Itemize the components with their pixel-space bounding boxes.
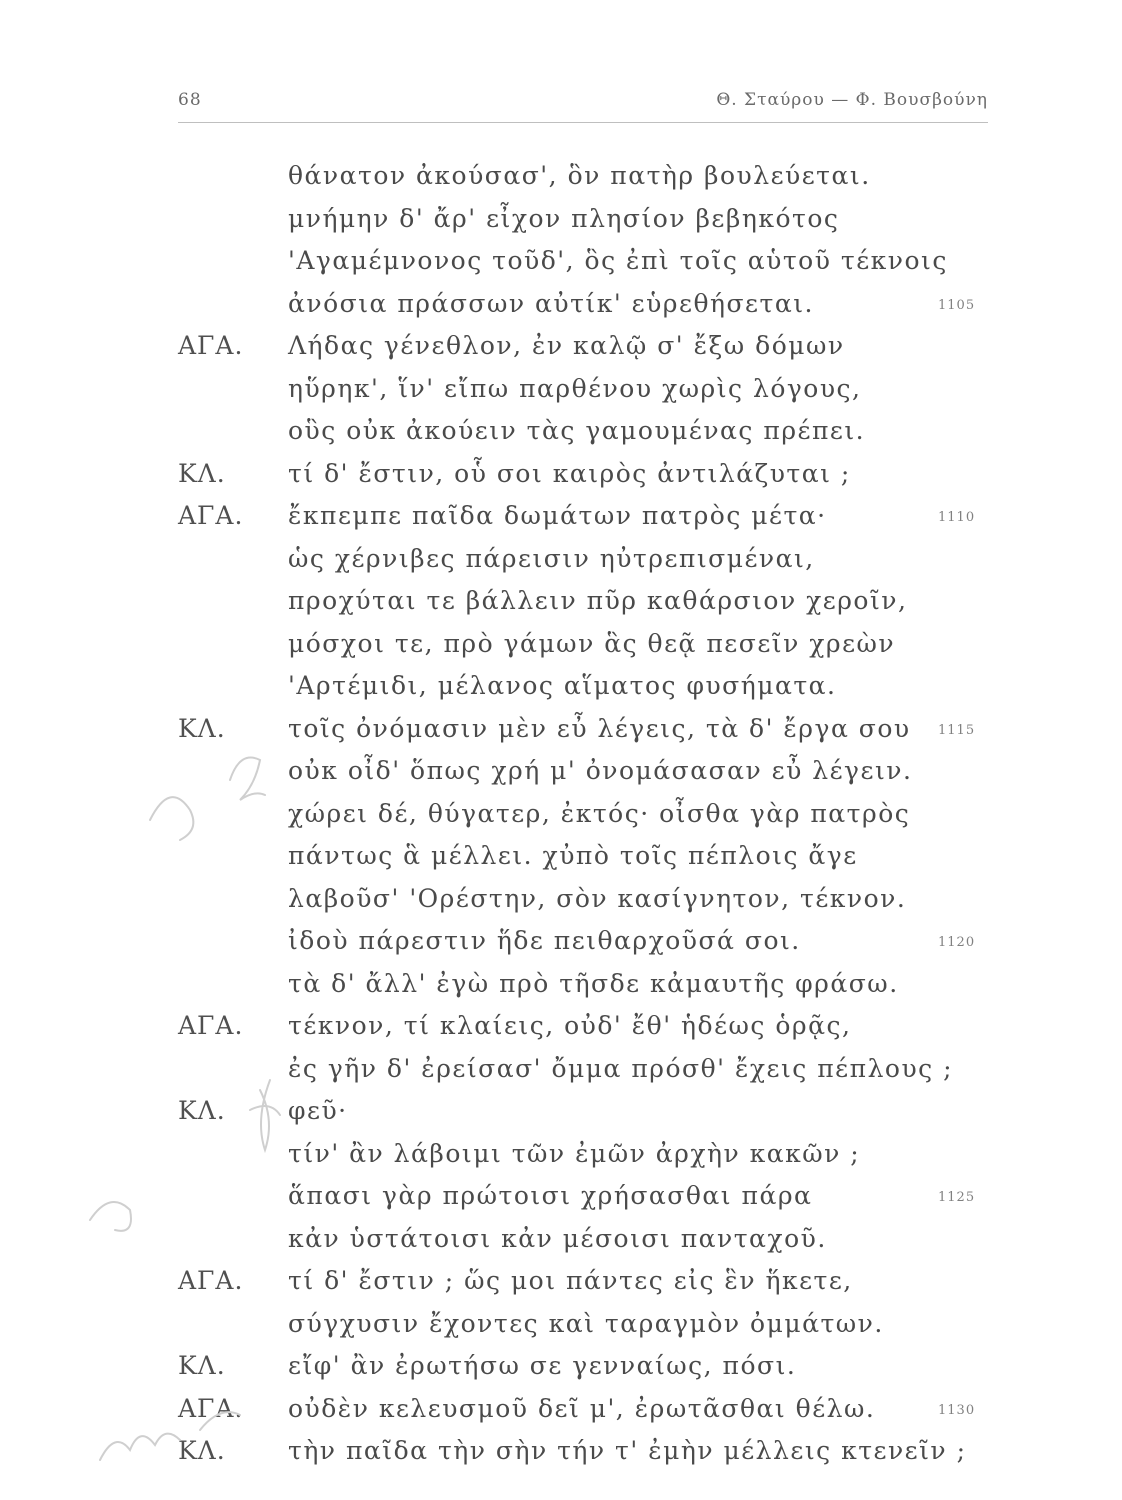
- verse-text-line: οὐκ οἶδ' ὅπως χρή μ' ὀνομάσασαν εὖ λέγειν.: [288, 756, 913, 785]
- verse-line: [0, 198, 1122, 241]
- verse-text-line: Λήδας γένεθλον, ἐν καλῷ σ' ἔξω δόμων: [288, 331, 845, 360]
- verse-text-line: πάντως ἃ μέλλει. χὐπὸ τοῖς πέπλοις ἄγε: [288, 841, 858, 870]
- verse-text-line: τίν' ἂν λάβοιμι τῶν ἐμῶν ἀρχὴν κακῶν ;: [288, 1138, 861, 1168]
- scribble-mark: [230, 758, 265, 801]
- running-head: Θ. Σταύρου — Φ. Βουσβούνη: [716, 90, 988, 110]
- speaker-label: ΑΓΑ.: [178, 501, 244, 530]
- verse-line: [0, 240, 1122, 283]
- verse-text-line: θάνατον ἀκούσασ', ὃν πατὴρ βουλεύεται.: [288, 161, 871, 190]
- scribble-mark: [90, 1202, 131, 1231]
- speaker-label: ΑΓΑ.: [178, 1266, 244, 1295]
- verse-text-line: τοῖς ὀνόμασιν μὲν εὖ λέγεις, τὰ δ' ἔργα σου: [288, 713, 911, 743]
- verse-text-line: προχύται τε βάλλειν πῦρ καθάρσιον χεροῖν,: [288, 586, 908, 615]
- verse-line: [0, 453, 1122, 496]
- speaker-label: ΑΓΑ.: [178, 1011, 244, 1040]
- verse-line: [0, 283, 1122, 326]
- page-number: 68: [178, 90, 202, 110]
- line-number: 1120: [938, 935, 976, 950]
- verse-line: [0, 538, 1122, 581]
- line-number: 1105: [938, 297, 976, 313]
- scribble-mark: [100, 1434, 180, 1460]
- verse-line: [0, 623, 1122, 666]
- verse-text-line: εἴφ' ἂν ἐρωτήσω σε γενναίως, πόσι.: [288, 1351, 797, 1380]
- speaker-label: ΚΛ.: [178, 1096, 226, 1125]
- verse-text-line: χώρει δέ, θύγατερ, ἐκτός· οἶσθα γὰρ πατρὸς: [288, 798, 911, 828]
- verse-text-line: φεῦ·: [288, 1096, 348, 1125]
- verse-text-line: μνήμην δ' ἄρ' εἶχον πλησίον βεβηκότος: [288, 203, 840, 233]
- verse-text-line: ἰδοὺ πάρεστιν ἥδε πειθαρχοῦσά σοι.: [288, 926, 801, 955]
- line-number: 1130: [938, 1402, 976, 1418]
- line-number: 1110: [938, 510, 976, 525]
- verse-text-line: ἐς γῆν δ' ἐρείσασ' ὄμμα πρόσθ' ἔχεις πέπλους ;: [288, 1053, 954, 1083]
- verse-text-line: ἀνόσια πράσσων αὐτίκ' εὑρεθήσεται.: [288, 288, 814, 318]
- verse-line: [0, 495, 1122, 538]
- speaker-label: ΚΛ.: [178, 1351, 226, 1380]
- verse-text-line: οὓς οὐκ ἀκούειν τὰς γαμουμένας πρέπει.: [288, 416, 866, 445]
- verse-line: [0, 155, 1122, 198]
- line-number: 1125: [938, 1190, 976, 1205]
- scribble-mark: [250, 1080, 280, 1150]
- verse-line: [0, 410, 1122, 453]
- verse-text-line: 'Αρτέμιδι, μέλανος αἵματος φυσήματα.: [288, 671, 837, 700]
- verse-text-line: τί δ' ἔστιν ; ὥς μοι πάντες εἰς ἓν ἥκετε,: [288, 1266, 853, 1295]
- speaker-label: ΑΓΑ.: [178, 1393, 244, 1423]
- scribble-mark: [200, 1412, 240, 1430]
- verse-text-line: ἅπασι γὰρ πρώτοισι χρήσασθαι πάρα: [288, 1181, 813, 1210]
- speaker-label: ΑΓΑ.: [178, 331, 244, 360]
- verse-line: [0, 325, 1122, 368]
- header-rule: [178, 122, 988, 123]
- verse-line: [0, 580, 1122, 623]
- verse-text-line: κἀν ὑστάτοισι κἀν μέσοισι πανταχοῦ.: [288, 1223, 827, 1253]
- verse-text-line: τὰ δ' ἄλλ' ἐγὼ πρὸ τῆσδε κἀμαυτῆς φράσω.: [288, 968, 899, 998]
- verse-text-line: τὴν παῖδα τὴν σὴν τήν τ' ἐμὴν μέλλεις κτενεῖν ;: [288, 1436, 967, 1465]
- scribble-mark: [150, 797, 193, 840]
- speaker-label: ΚΛ.: [178, 458, 226, 488]
- verse-text-line: 'Αγαμέμνονος τοῦδ', ὃς ἐπὶ τοῖς αὑτοῦ τέκνοις: [288, 246, 948, 275]
- verse-text-line: σύγχυσιν ἔχοντες καὶ ταραγμὸν ὀμμάτων.: [288, 1308, 884, 1338]
- verse-text-line: μόσχοι τε, πρὸ γάμων ἃς θεᾷ πεσεῖν χρεὼν: [288, 628, 896, 658]
- verse-text-line: λαβοῦσ' 'Ορέστην, σὸν κασίγνητον, τέκνον.: [288, 883, 907, 913]
- speaker-label: ΚΛ.: [178, 713, 226, 743]
- verse-text-line: ὡς χέρνιβες πάρεισιν ηὐτρεπισμέναι,: [288, 543, 815, 573]
- verse-line: [0, 368, 1122, 411]
- verse-text-line: οὐδὲν κελευσμοῦ δεῖ μ', ἐρωτᾶσθαι θέλω.: [288, 1393, 876, 1423]
- verse-text-line: τέκνον, τί κλαίεις, οὐδ' ἔθ' ἡδέως ὁρᾷς,: [288, 1011, 852, 1040]
- verse-text-line: τί δ' ἔστιν, οὗ σοι καιρὸς ἀντιλάζυται ;: [288, 458, 851, 488]
- page-header: [178, 86, 988, 116]
- verse-text-line: ηὕρηκ', ἵν' εἴπω παρθένου χωρὶς λόγους,: [288, 373, 862, 403]
- pencil-marginalia: [80, 700, 300, 1500]
- speaker-label: ΚΛ.: [178, 1436, 226, 1465]
- line-number: 1115: [938, 722, 976, 738]
- verse-text-line: ἔκπεμπε παῖδα δωμάτων πατρὸς μέτα·: [288, 501, 827, 530]
